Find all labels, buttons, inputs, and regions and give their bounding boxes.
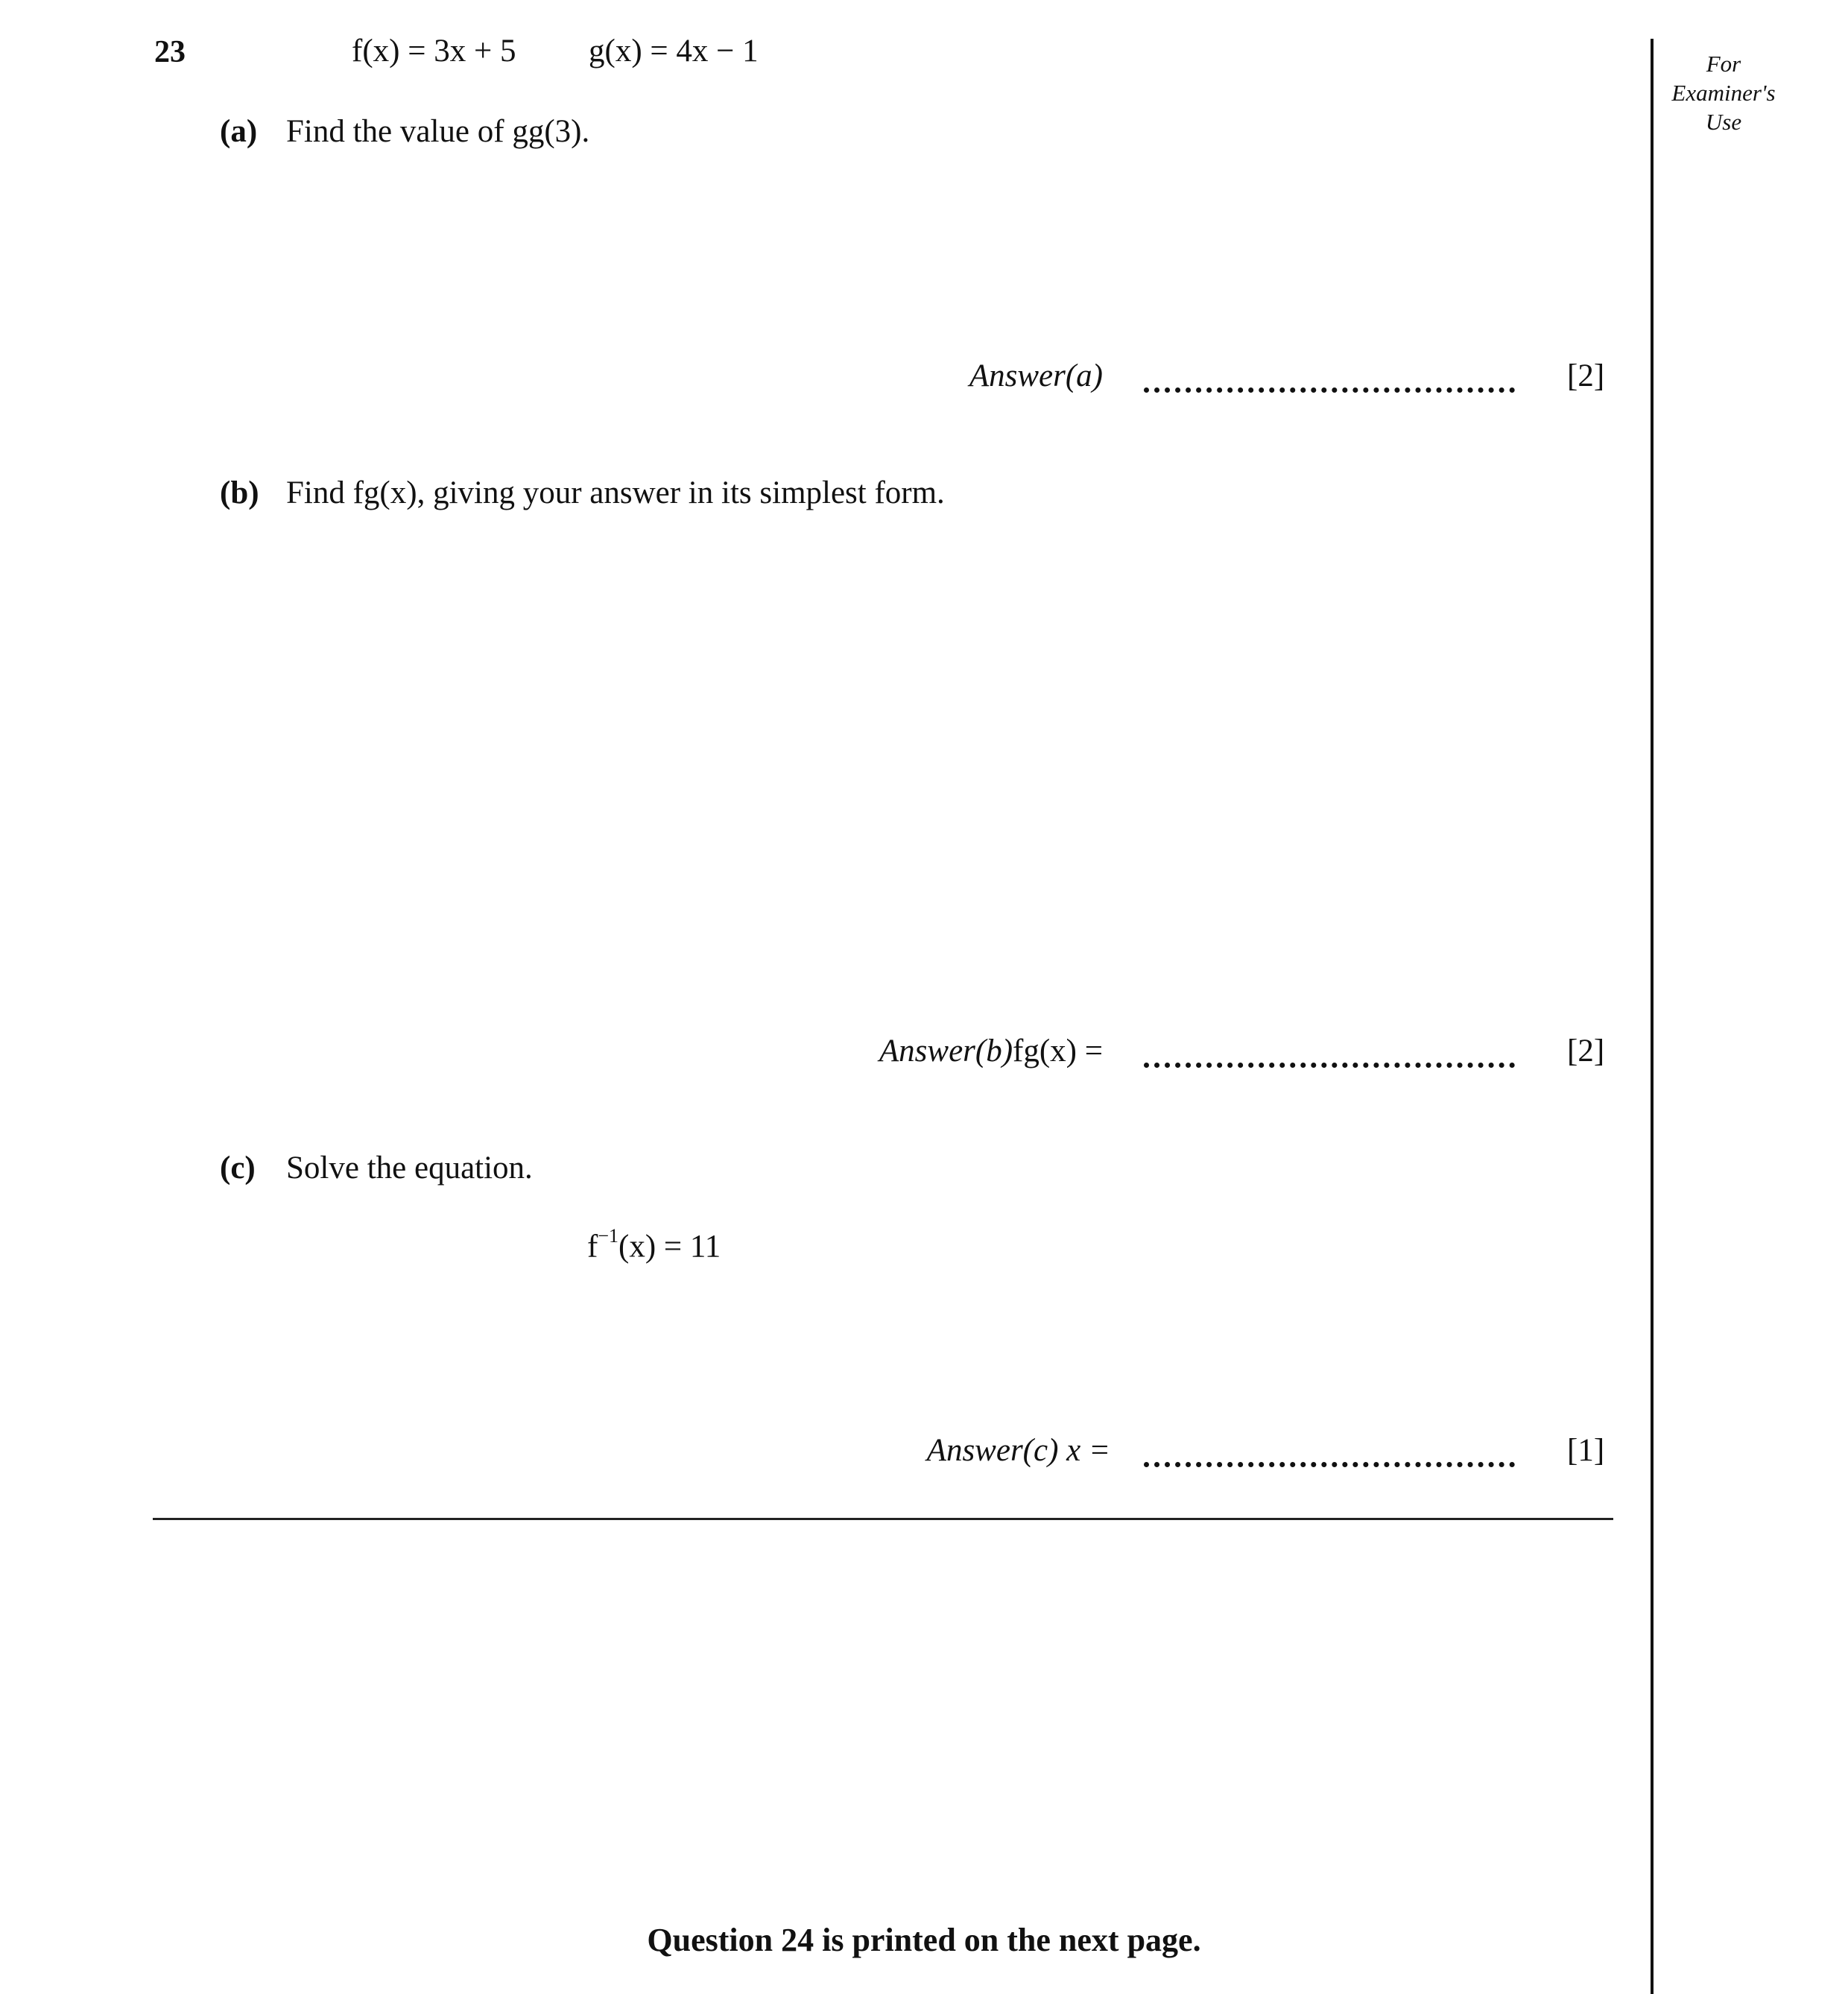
inverse-function-equation — [587, 1225, 721, 1265]
part-b-answer-line[interactable] — [1144, 1063, 1515, 1068]
question-number: 23 — [154, 35, 186, 69]
part-a-answer-line[interactable] — [1144, 387, 1515, 393]
function-f-definition: f(x) = 3x + 5 — [352, 34, 516, 69]
part-c-answer-prefix: Answer(c) x = — [926, 1433, 1110, 1468]
examiner-label-line1: For — [1706, 51, 1741, 77]
part-c-answer-line[interactable] — [1144, 1462, 1515, 1467]
inverse-equation-base: f — [587, 1229, 598, 1265]
examiner-use-label — [1660, 49, 1787, 136]
part-b-marks: [2] — [1567, 1034, 1605, 1069]
part-c-answer-label — [820, 1432, 1110, 1469]
part-c-marks: [1] — [1567, 1433, 1605, 1468]
next-page-notice: Question 24 is printed on the next page. — [647, 1922, 1201, 1958]
part-b-question: Find fg(x), giving your answer in its simplest form. — [286, 475, 945, 510]
part-c-question: Solve the equation. — [286, 1150, 533, 1186]
part-a-marks: [2] — [1567, 358, 1605, 393]
examiner-label-line3: Use — [1705, 109, 1742, 135]
part-a-answer-prefix: Answer(a) — [969, 358, 1103, 393]
part-b-label: (b) — [220, 475, 259, 510]
part-a-answer-label — [820, 358, 1103, 394]
function-g-definition: g(x) = 4x − 1 — [589, 34, 759, 69]
part-b-answer-suffix: fg(x) = — [1013, 1034, 1103, 1069]
part-a-label: (a) — [220, 114, 258, 149]
part-b-answer-label — [805, 1033, 1103, 1069]
question-separator-line — [153, 1518, 1613, 1520]
part-b-answer-prefix: Answer(b) — [879, 1034, 1013, 1069]
part-a-question: Find the value of gg(3). — [286, 114, 590, 149]
inverse-equation-rest: (x) = 11 — [618, 1229, 721, 1265]
examiner-margin-line — [1651, 39, 1654, 1994]
inverse-equation-superscript: −1 — [598, 1225, 618, 1247]
examiner-label-line2: Examiner's — [1671, 80, 1776, 106]
part-c-label: (c) — [220, 1150, 256, 1186]
